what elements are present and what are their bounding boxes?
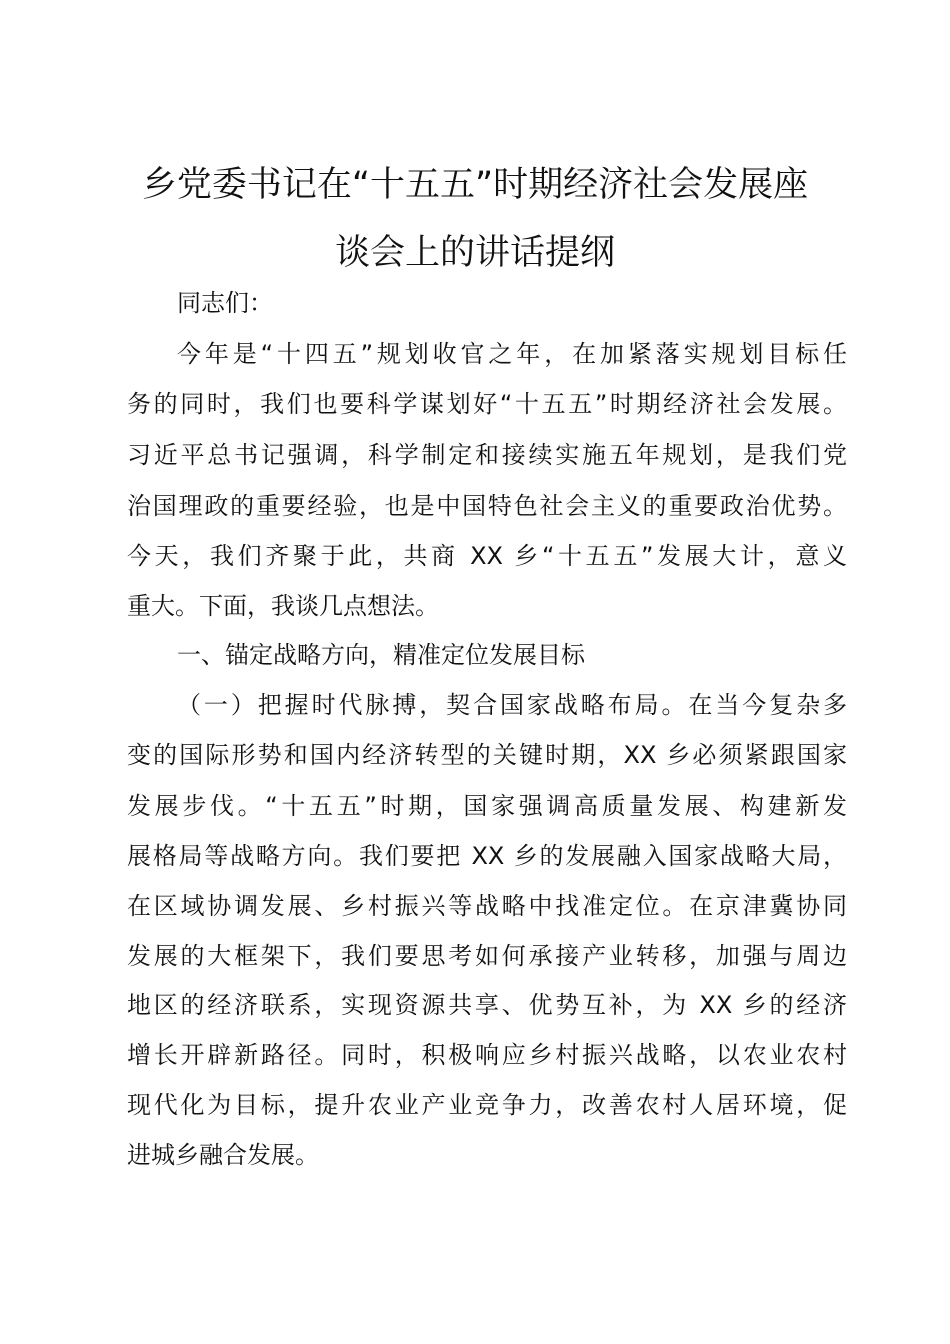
intro-line-2: 务的同时，我们也要科学谋划好“十五五”时期经济社会发展。 <box>127 390 847 418</box>
intro-line-5: 今天，我们齐聚于此，共商 XX 乡“十五五”发展大计，意义 <box>127 542 847 570</box>
subsection-line-4: 展格局等战略方向。我们要把 XX 乡的发展融入国家战略大局， <box>127 842 847 870</box>
intro-line-3: 习近平总书记强调，科学制定和接续实施五年规划，是我们党 <box>127 441 847 469</box>
section-heading: 一、锚定战略方向，精准定位发展目标 <box>177 641 585 669</box>
subsection-line-1: （一）把握时代脉搏，契合国家战略布局。在当今复杂多 <box>177 691 847 719</box>
subsection-line-6: 发展的大框架下，我们要思考如何承接产业转移，加强与周边 <box>127 942 847 970</box>
salutation: 同志们： <box>177 289 273 317</box>
intro-line-6: 重大。下面，我谈几点想法。 <box>127 592 439 620</box>
subsection-line-2: 变的国际形势和国内经济转型的关键时期，XX 乡必须紧跟国家 <box>127 741 847 769</box>
subsection-line-5: 在区域协调发展、乡村振兴等战略中找准定位。在京津冀协同 <box>127 892 847 920</box>
subsection-line-10: 进城乡融合发展。 <box>127 1141 319 1169</box>
subsection-line-7: 地区的经济联系，实现资源共享、优势互补，为 XX 乡的经济 <box>127 991 847 1019</box>
subsection-line-8: 增长开辟新路径。同时，积极响应乡村振兴战略，以农业农村 <box>127 1041 847 1069</box>
subsection-line-9: 现代化为目标，提升农业产业竞争力，改善农村人居环境，促 <box>127 1091 847 1119</box>
subsection-line-3: 发展步伐。“十五五”时期，国家强调高质量发展、构建新发 <box>127 792 847 820</box>
document-title-line-2: 谈会上的讲话提纲 <box>334 233 615 273</box>
intro-line-4: 治国理政的重要经验，也是中国特色社会主义的重要政治优势。 <box>127 492 847 520</box>
document-title-line-1: 乡党委书记在“十五五”时期经济社会发展座 <box>141 165 809 205</box>
intro-line-1: 今年是“十四五”规划收官之年，在加紧落实规划目标任 <box>177 340 847 368</box>
